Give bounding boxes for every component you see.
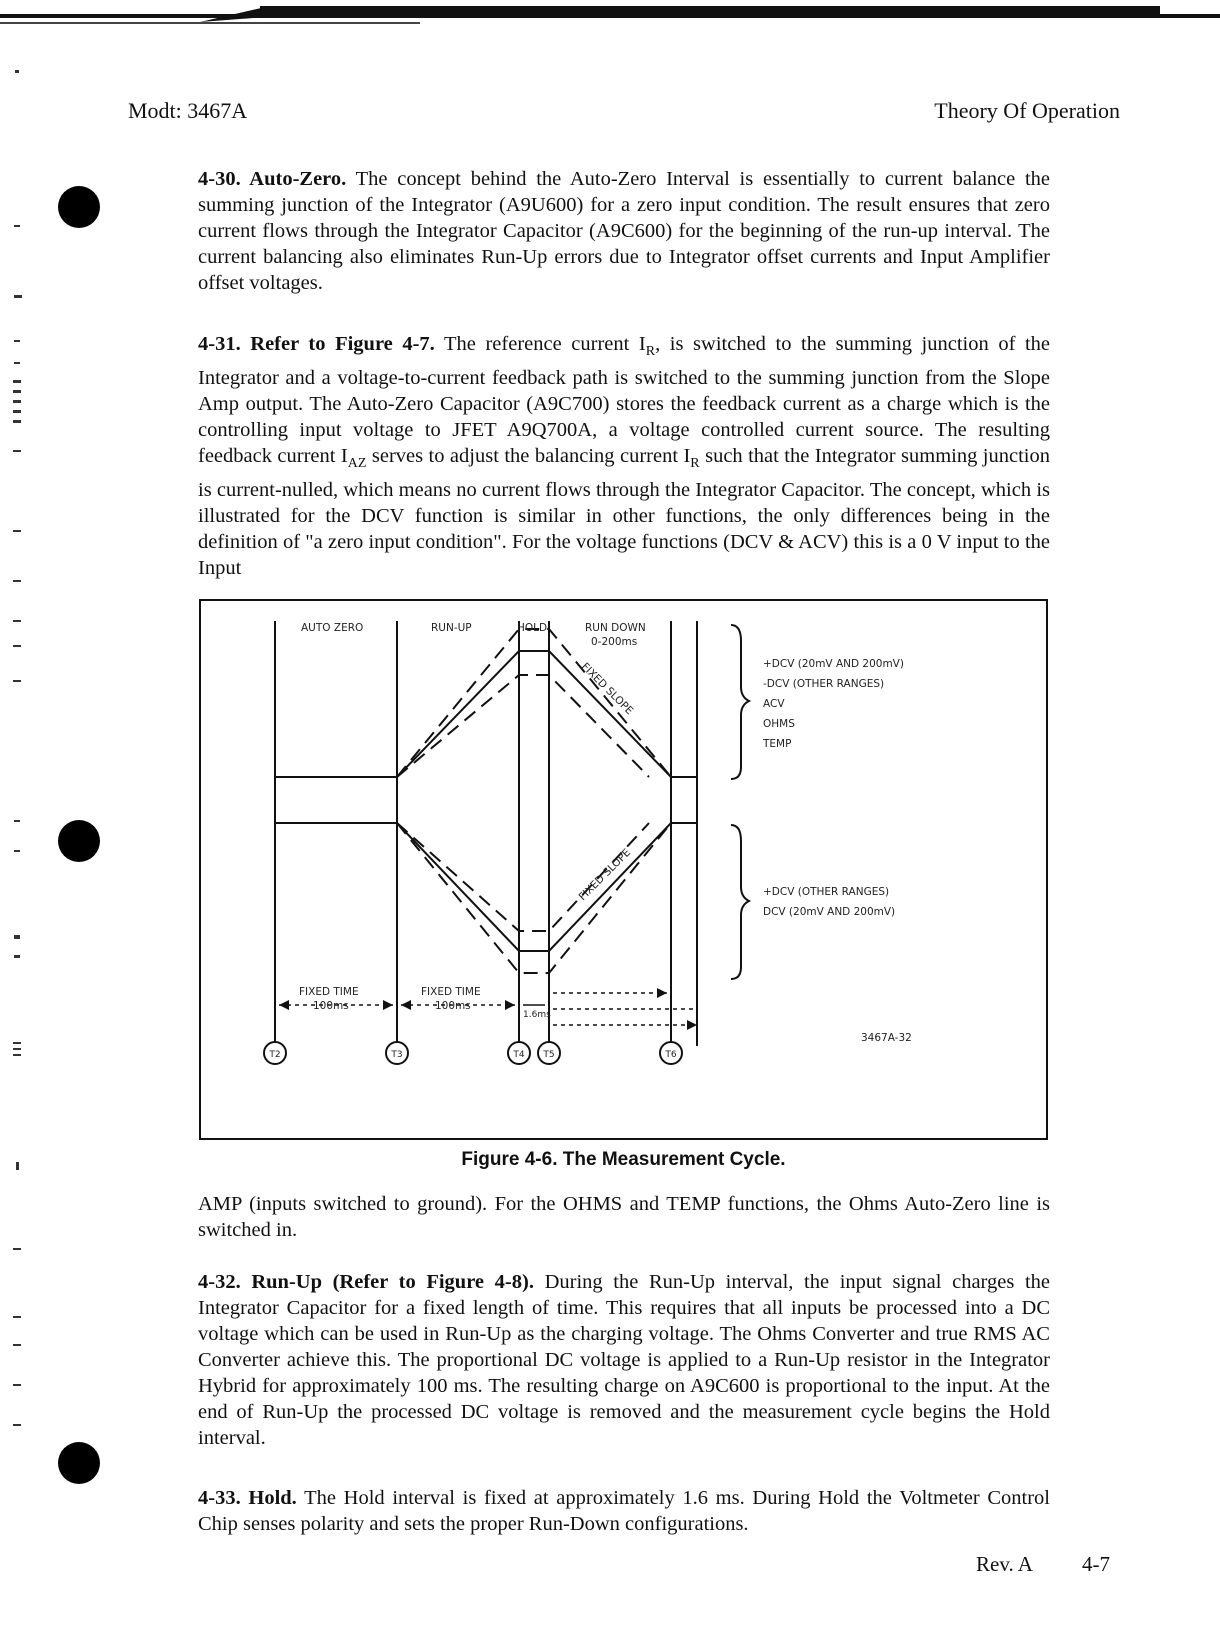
subscript-r-1: R [645,344,656,360]
paragraph-4-33-heading: 4-33. Hold. [198,1487,297,1509]
page-header-section: Theory Of Operation [934,98,1120,123]
figure-measurement-cycle [199,599,1048,1140]
label-run-up: RUN-UP [431,622,472,634]
subscript-r-2: R [690,456,700,472]
paragraph-4-33-body: The Hold interval is fixed at approximately 1.6 ms. During Hold the Voltmeter Control Chip senses polarity and sets the proper Run-Down configurations. [198,1487,1050,1535]
punch-hole-middle [58,820,100,862]
punch-hole-top [58,186,100,228]
label-fixed-time-2: FIXED TIME [421,986,481,998]
legend-top-item-1: +DCV (20mV AND 200mV) [763,658,904,670]
paragraph-4-30 [198,166,1050,296]
legend-bottom-item-2: DCV (20mV AND 200mV) [763,906,896,918]
label-auto-zero: AUTO ZERO [301,622,364,634]
marker-t3: T3 [391,1050,403,1060]
scan-top-bar [0,0,1220,30]
subscript-az: AZ [347,456,367,472]
legend-brace-top [731,625,749,779]
legend-top-item-4: OHMS [763,718,795,730]
paragraph-4-33 [198,1485,1050,1537]
marker-t2: T2 [269,1050,281,1060]
paragraph-4-31-body-part2: , is switched to the summing junction of the Integrator and a voltage-to-current feedback path is switched to the summing junction from the Slope Amp output. The Auto-Zero Capacitor (A9C700) stores the feedback current as a charge which is the controlling input voltage to JFET A9Q700A, a voltage controlled current source. The resulting feedback current I [198,333,1051,468]
paragraph-4-31-heading: 4-31. Refer to Figure 4-7. [198,333,435,355]
marker-t6: T6 [665,1050,677,1060]
paragraph-4-31 [198,331,1050,581]
paragraph-4-30-heading: 4-30. Auto-Zero. [198,168,347,190]
marker-t4: T4 [513,1050,525,1060]
label-fixed-time-1: FIXED TIME [299,986,359,998]
legend-top-item-2: -DCV (OTHER RANGES) [763,678,885,690]
paragraph-4-31-body-part4: such that the Integrator summing junction is current-nulled, which means no current flows through the Integrator Capacitor. The concept, which is illustrated for the DCV function is similar in other functions, the only differences being in the definition of "a zero input condition". For the voltage functions (DCV & ACV) this is a 0 V input to the Input [198,445,1050,580]
label-fixed-slope-top: FIXED SLOPE [578,660,636,718]
legend-top-item-5: TEMP [763,738,792,750]
paragraph-4-30-body: The concept behind the Auto-Zero Interval is essentially to current balance the summing junction of the Integrator (A9U600) for a zero input condition. The result ensures that zero current flows through the Integrator Capacitor (A9C600) for the beginning of the run-up interval. The current balancing also eliminates Run-Up errors due to Integrator offset currents and Input Amplifier offset voltages. [198,168,1050,294]
page-header-model: Modt: 3467A [128,98,248,123]
label-hold-time: 1.6ms [523,1010,551,1020]
footer-revision: Rev. A [976,1552,1033,1576]
paragraph-4-31-body-part1: The reference current I [444,333,646,355]
legend-top-item-3: ACV [763,698,785,710]
footer-page-number: 4-7 [1082,1552,1110,1576]
paragraph-4-31-body-part3: serves to adjust the balancing current I [366,445,691,468]
punch-hole-bottom [58,1442,100,1484]
label-fixed-time-1-value: 100ms [313,1000,349,1012]
measurement-cycle-diagram [201,601,1046,1138]
paragraph-4-32 [198,1269,1050,1451]
label-fixed-time-2-value: 100ms [435,1000,471,1012]
scan-margin-marks [0,0,40,1646]
paragraph-4-32-body: During the Run-Up interval, the input signal charges the Integrator Capacitor for a fixed length of time. This requires that all inputs be processed into a DC voltage which can be used in Run-Up as the charging voltage. The Ohms Converter and true RMS AC Converter achieve this. The proportional DC voltage is applied to a Run-Up resistor in the Integrator Hybrid for approximately 100 ms. The resulting charge on A9C600 is proportional to the input. At the end of Run-Up the processed DC voltage is removed and the measurement cycle begins the Hold interval. [198,1271,1051,1449]
legend-brace-bottom [731,825,749,979]
figure-ref-id: 3467A-32 [861,1032,912,1044]
paragraph-continued: AMP (inputs switched to ground). For the OHMS and TEMP functions, the Ohms Auto-Zero line is switched in. [198,1193,1050,1241]
figure-caption: Figure 4-6. The Measurement Cycle. [461,1149,786,1170]
marker-t5: T5 [543,1050,555,1060]
label-run-down-time: 0-200ms [591,636,638,648]
label-hold: HOLD [517,622,548,634]
legend-bottom-item-1: +DCV (OTHER RANGES) [763,886,890,898]
label-fixed-slope-bottom: FIXED SLOPE [576,846,634,904]
label-run-down: RUN DOWN [585,622,646,634]
paragraph-4-32-heading: 4-32. Run-Up (Refer to Figure 4-8). [198,1271,534,1293]
